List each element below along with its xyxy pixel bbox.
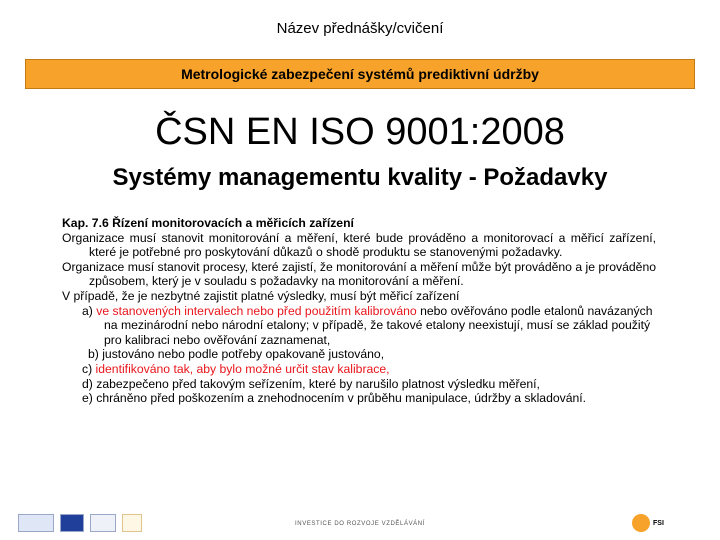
item-a-text: nebo ověřováno podle etalonů navázaných na mezinárodní nebo národní etalony; v případě, že takové etalony neexistují, musí se základ použitý pro kalibraci nebo ověřování zaznamenat, [104, 303, 653, 347]
item-c-highlight: identifikováno tak, aby bylo možné určit stav kalibrace, [95, 361, 390, 376]
list-item-e: e) chráněno před poškozením a znehodnocením v průběhu manipulace, údržby a skladování. [82, 391, 587, 406]
slide-content [62, 216, 656, 406]
section-heading: Kap. 7.6 Řízení monitorovacích a měřicích zařízení [62, 216, 354, 230]
list-item-a [62, 304, 656, 348]
item-a-highlight: ve stanovených intervalech nebo před použitím kalibrováno [96, 303, 417, 318]
course-banner [25, 59, 695, 89]
list-item-d: d) zabezpečeno před takovým seřízením, které by narušilo platnost výsledku měření, [82, 376, 540, 391]
list-item-c [62, 362, 656, 377]
footer-investment-text: INVESTICE DO ROZVOJE VZDĚLÁVÁNÍ [295, 521, 425, 527]
banner-text: Metrologické zabezpečení systémů prediktivní údržby [181, 66, 539, 82]
standard-title: ČSN EN ISO 9001:2008 [155, 111, 565, 153]
slide-subtitle: Systémy managementu kvality - Požadavky [112, 164, 608, 191]
paragraph-processes: Organizace musí stanovit procesy, které zajistí, že monitorování a měření může být prováděno a je prováděno způsobem, který je v souladu s požadavky na monitorování a měření. [62, 259, 656, 289]
fsi-logo-icon [632, 514, 650, 532]
list-item-b: b) justováno nebo podle potřeby opakovaně justováno, [88, 347, 385, 362]
footer-brand [632, 514, 664, 532]
paragraph-conditions: V případě, že je nezbytné zajistit platné výsledky, musí být měřicí zařízení [62, 288, 460, 303]
item-c-prefix: c) [82, 361, 96, 376]
footer-brand-text: FSI [653, 519, 664, 527]
paragraph-monitoring: Organizace musí stanovit monitorování a měření, které bude prováděno a monitorovací a měřicí zařízení, které je potřebné pro poskytování důkazů o shodě produktu se stanovenými požadavky. [62, 230, 656, 260]
item-a-prefix: a) [82, 303, 97, 318]
course-title: Název přednášky/cvičení [276, 20, 444, 37]
